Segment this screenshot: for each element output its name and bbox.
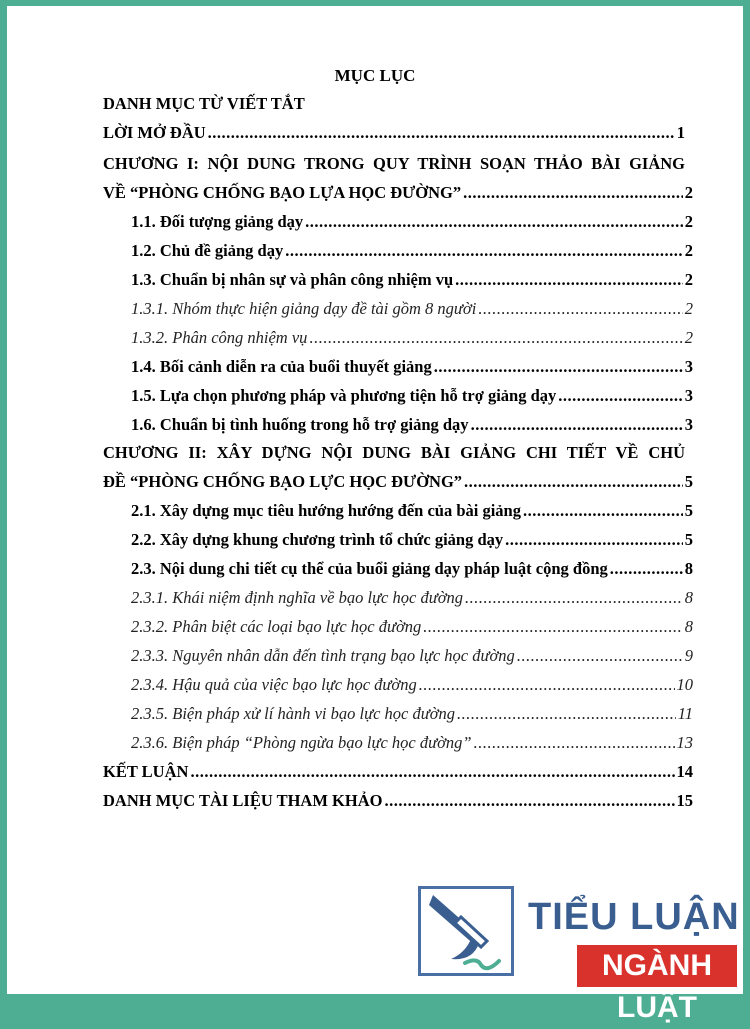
toc-entry[interactable] xyxy=(131,501,693,525)
toc-entry-page: 2 xyxy=(684,241,693,260)
toc-entry-page: 3 xyxy=(684,415,693,434)
toc-leader-dots xyxy=(434,357,683,377)
toc-entry-page: 11 xyxy=(677,704,693,723)
toc-entry-text: DANH MỤC TÀI LIỆU THAM KHẢO xyxy=(103,791,383,810)
toc-entry-page: 3 xyxy=(684,386,693,405)
toc-leader-dots xyxy=(471,415,683,435)
toc-entry-page: 13 xyxy=(676,733,693,752)
toc-entry[interactable] xyxy=(131,559,693,583)
toc-entry[interactable] xyxy=(131,386,693,410)
toc-entry-text: ĐỀ “PHÒNG CHỐNG BẠO LỰC HỌC ĐƯỜNG” xyxy=(103,472,463,491)
toc-entry-text: KẾT LUẬN xyxy=(103,762,189,781)
toc-title: MỤC LỤC xyxy=(334,66,416,85)
toc-entry-text: 1.3.1. Nhóm thực hiện giảng dạy đề tài gồm 8 người xyxy=(131,299,477,318)
toc-entry-text: VỀ “PHÒNG CHỐNG BẠO LỰA HỌC ĐƯỜNG” xyxy=(103,183,462,202)
toc-leader-dots xyxy=(208,123,675,143)
toc-leader-dots xyxy=(457,704,676,724)
toc-entry-page: 2 xyxy=(684,328,693,347)
toc-entry[interactable] xyxy=(131,675,693,699)
toc-entry-page: 8 xyxy=(684,617,693,636)
toc-entry-text: 1.6. Chuẩn bị tình huống trong hỗ trợ giảng dạy xyxy=(131,415,469,434)
toc-leader-dots xyxy=(505,530,683,550)
toc-entry[interactable] xyxy=(103,472,693,496)
logo-text-bottom: NGÀNH LUẬT xyxy=(577,945,737,987)
toc-entry-text: 1.3. Chuẩn bị nhân sự và phân công nhiệm vụ xyxy=(131,270,454,289)
toc-entry[interactable] xyxy=(131,530,693,554)
toc-entry[interactable] xyxy=(131,415,693,439)
toc-entry-text: 2.3.1. Khái niệm định nghĩa về bạo lực học đường xyxy=(131,588,464,607)
toc-entry-text: LỜI MỞ ĐẦU xyxy=(103,123,206,142)
toc-entry-text: 2.2. Xây dựng khung chương trình tổ chức giảng dạy xyxy=(131,530,504,549)
toc-entry-text: 2.3.6. Biện pháp “Phòng ngừa bạo lực học đường” xyxy=(131,733,472,752)
toc-entry-page: 5 xyxy=(684,501,693,520)
toc-entry[interactable] xyxy=(131,733,693,757)
toc-entry-page: 3 xyxy=(684,357,693,376)
toc-entry-page: 5 xyxy=(684,472,693,491)
toc-leader-dots xyxy=(384,791,674,811)
toc-entry-page: 8 xyxy=(684,588,693,607)
toc-entry-page: 5 xyxy=(684,530,693,549)
toc-entry-text: 2.3.4. Hậu quả của việc bạo lực học đường xyxy=(131,675,417,694)
toc-entry-text: 1.5. Lựa chọn phương pháp và phương tiện hỗ trợ giảng dạy xyxy=(131,386,557,405)
toc-leader-dots xyxy=(558,386,682,406)
toc-chapter-heading[interactable]: CHƯƠNG II: XÂY DỰNG NỘI DUNG BÀI GIẢNG CHI TIẾT VỀ CHỦ xyxy=(103,443,685,462)
toc-leader-dots xyxy=(465,588,683,608)
toc-entry[interactable] xyxy=(131,646,693,670)
toc-leader-dots xyxy=(517,646,683,666)
toc-entry[interactable] xyxy=(103,123,685,147)
toc-entry[interactable] xyxy=(131,241,693,265)
toc-leader-dots xyxy=(285,241,683,261)
toc-entry[interactable] xyxy=(103,183,693,207)
toc-entry[interactable] xyxy=(131,357,693,381)
toc-entry-page: 2 xyxy=(684,270,693,289)
toc-entry[interactable] xyxy=(103,791,693,815)
toc-entry-page: 1 xyxy=(676,123,685,142)
toc-entry-page: 2 xyxy=(684,299,693,318)
toc-entry-text: 1.3.2. Phân công nhiệm vụ xyxy=(131,328,308,347)
toc-entry-text: 2.3.3. Nguyên nhân dẫn đến tình trạng bạo lực học đường xyxy=(131,646,515,665)
toc-entry-text: 2.1. Xây dựng mục tiêu hướng hướng đến của bài giảng xyxy=(131,501,521,520)
toc-entry[interactable] xyxy=(131,588,693,612)
toc-entry-page: 2 xyxy=(684,183,693,202)
toc-entry-page: 14 xyxy=(676,762,693,781)
toc-entry-page: 9 xyxy=(684,646,693,665)
toc-entry-text: 2.3.5. Biện pháp xử lí hành vi bạo lực học đường xyxy=(131,704,456,723)
toc-entry[interactable] xyxy=(131,704,693,728)
toc-entry[interactable] xyxy=(131,270,693,294)
toc-leader-dots xyxy=(309,328,682,348)
toc-entry[interactable] xyxy=(131,212,693,236)
toc-leader-dots xyxy=(419,675,675,695)
toc-entry-page: 2 xyxy=(684,212,693,231)
toc-entry-text: 2.3.2. Phân biệt các loại bạo lực học đường xyxy=(131,617,422,636)
pen-nib-icon xyxy=(421,889,511,973)
logo-pen-nib-icon xyxy=(418,886,514,976)
toc-leader-dots xyxy=(464,472,683,492)
toc-leader-dots xyxy=(455,270,683,290)
toc-leader-dots xyxy=(463,183,683,203)
logo-text-top: TIỂU LUẬN xyxy=(528,896,740,938)
toc-entry-page: 8 xyxy=(684,559,693,578)
toc-entry[interactable] xyxy=(131,617,693,641)
toc-entry-page: 15 xyxy=(676,791,693,810)
toc-leader-dots xyxy=(305,212,683,232)
toc-leader-dots xyxy=(610,559,683,579)
toc-entry-text: 1.2. Chủ đề giảng dạy xyxy=(131,241,284,260)
toc-entry[interactable] xyxy=(131,328,693,352)
toc-leader-dots xyxy=(474,733,675,753)
toc-leader-dots xyxy=(190,762,674,782)
toc-entry-abbreviations[interactable]: DANH MỤC TỪ VIẾT TẮT xyxy=(103,94,305,113)
toc-chapter-heading[interactable]: CHƯƠNG I: NỘI DUNG TRONG QUY TRÌNH SOẠN THẢO BÀI GIẢNG xyxy=(103,154,685,173)
toc-entry-text: 2.3. Nội dung chi tiết cụ thể của buổi giảng dạy pháp luật cộng đồng xyxy=(131,559,608,578)
toc-entry-text: 1.1. Đối tượng giảng dạy xyxy=(131,212,304,231)
toc-entry-page: 10 xyxy=(676,675,693,694)
toc-entry[interactable] xyxy=(131,299,693,323)
toc-leader-dots xyxy=(423,617,682,637)
document-page xyxy=(7,6,743,994)
toc-entry-text: 1.4. Bối cảnh diễn ra của buổi thuyết giảng xyxy=(131,357,432,376)
toc-leader-dots xyxy=(523,501,683,521)
toc-leader-dots xyxy=(478,299,682,319)
toc-entry[interactable] xyxy=(103,762,693,786)
